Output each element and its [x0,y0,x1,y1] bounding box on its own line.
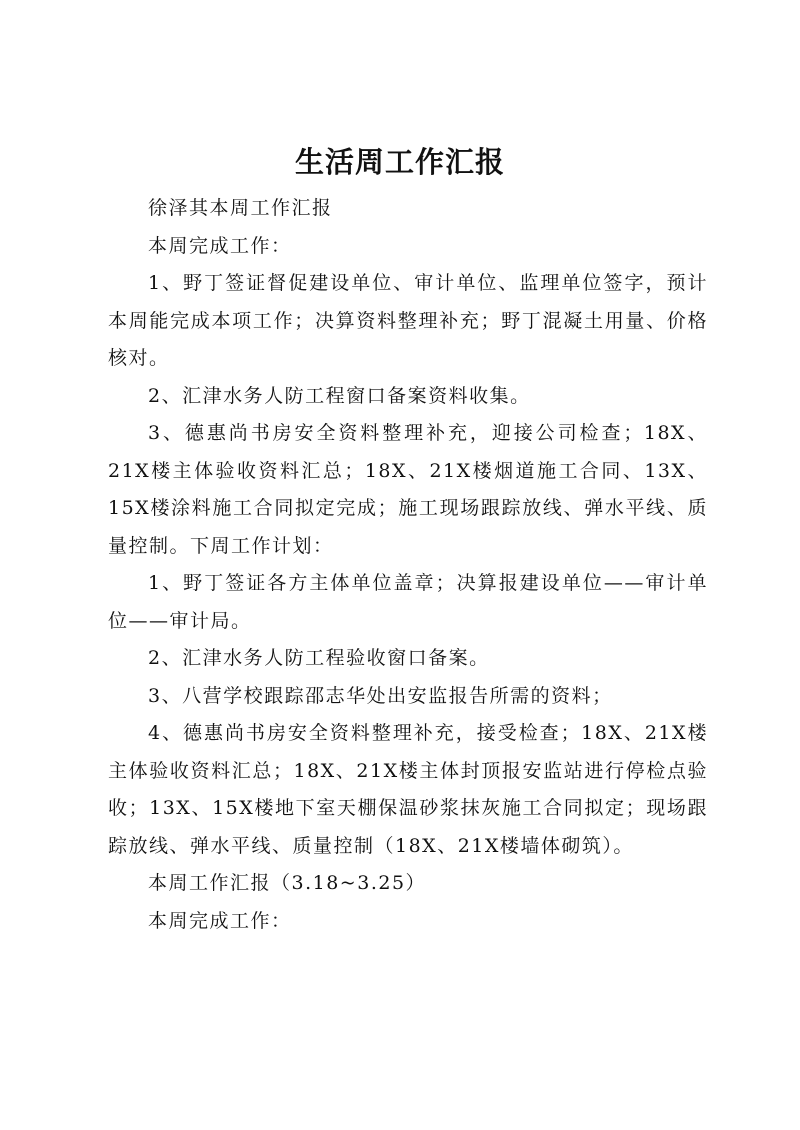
completed-item-1: 1、野丁签证督促建设单位、审计单位、监理单位签字，预计本周能完成本项工作；决算资料整理补充；野丁混凝土用量、价格核对。 [108,272,708,369]
plan-item-3: 3、八营学校跟踪邵志华处出安监报告所需的资料； [148,684,613,707]
document-title: 生活周工作汇报 [294,145,505,179]
plan-item-4: 4、德惠尚书房安全资料整理补充，接受检查；18X、21X楼主体验收资料汇总；18X、21X楼主体封顶报安监站进行停检点验收；13X、15X楼地下室天棚保温砂浆抹灰施工合同拟定；现场跟踪放线、弹水平线、质量控制（18X、21X楼墙体砌筑）。 [108,722,708,857]
plan-item-2: 2、汇津水务人防工程验收窗口备案。 [148,647,490,669]
section-heading-completed: 本周完成工作： [148,234,292,257]
document-body [108,190,708,940]
report-period-heading: 本周工作汇报（3.18~3.25） [148,872,427,894]
section-heading-completed-2: 本周完成工作： [148,909,292,932]
completed-item-3: 3、德惠尚书房安全资料整理补充，迎接公司检查；18X、21X楼主体验收资料汇总；18X、21X楼烟道施工合同、13X、15X楼涂料施工合同拟定完成；施工现场跟踪放线、弹水平线、质量控制。下周工作计划： [108,422,708,557]
completed-item-2: 2、汇津水务人防工程窗口备案资料收集。 [148,384,531,407]
plan-item-1: 1、野丁签证各方主体单位盖章；决算报建设单位——审计单位——审计局。 [108,572,708,632]
reporter-heading: 徐泽其本周工作汇报 [148,197,333,219]
